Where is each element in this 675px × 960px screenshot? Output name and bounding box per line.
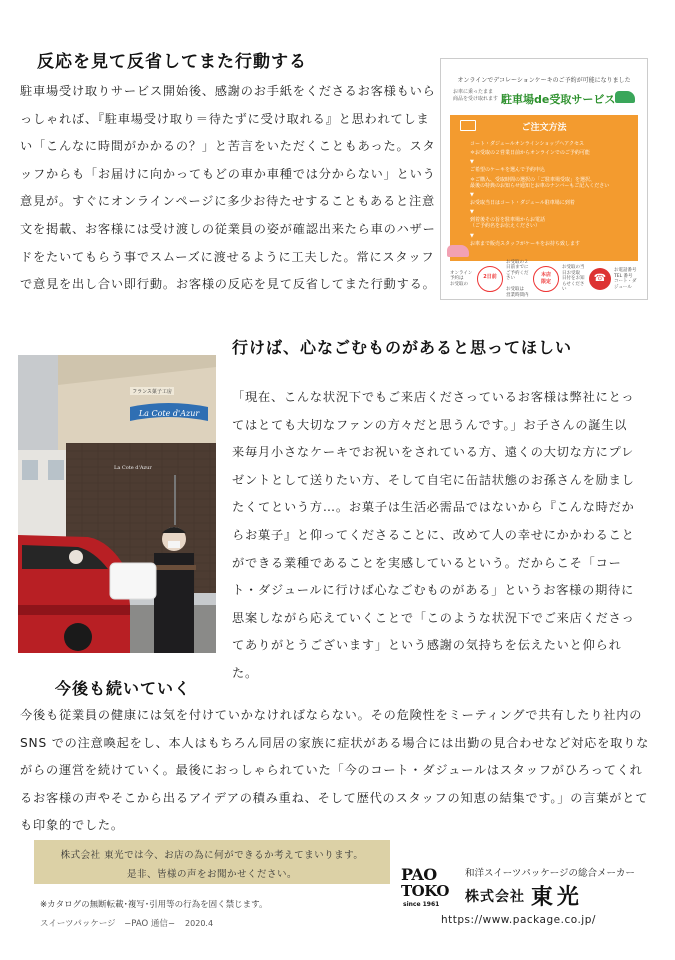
section2-paragraph: 「現在、こんな状況下でもご来店くださっているお客様は弊社にとってはとても大切なファンの方々だと思うんです。」お子さんの誕生以来毎月小さなケーキでお祝いをされている方、遠くの大切な方にプレゼントとして送りたい方、そして自宅に缶詰状態のお孫さんを励ましたくてという方…。お菓子は生活必需品ではないから『こんな時だからお菓子』と仰ってくださることに、改めて人の幸せにかかわることができる業種であることを実感しているという。だからこそ「コート・ダジュールに行けば心なごむものがある」というお客様の期待に思案しながら応えていくことで「このような状況下でご来店くださってありがとうございます」という感謝の気持ちを伝えたいと仰られた。	[232, 390, 635, 680]
footer-banner	[34, 840, 390, 884]
logo-toko: TOKO	[401, 882, 449, 900]
section1-heading: 反応を見て反省してまた行動する	[37, 52, 307, 72]
flyer-step: ご希望のケーキを選んで予約申込	[470, 167, 546, 174]
flyer-steps	[470, 141, 634, 250]
flyer-title: 駐車場de受取サービス	[501, 93, 616, 106]
arrow-down-icon: ▼	[470, 232, 474, 239]
flyer-top-text: オンラインでデコレーションケーキのご予約が可能になりました	[457, 77, 631, 84]
flyer-title-band	[449, 87, 639, 115]
flyer-order-panel	[450, 115, 638, 261]
photo-shop-sign: La Cote d'Azur	[138, 409, 200, 418]
banner-line2: 是非、皆様の声をお聞かせください。	[126, 869, 297, 880]
banner-line1: 株式会社 東光では今、お店の為に何ができるか考えてまいります。	[60, 850, 364, 861]
flyer-badge-store: 本店 限定	[533, 266, 559, 292]
flyer-step: お車まで販売スタッフがケーキをお持ち致します	[470, 240, 581, 247]
flyer-step-note: ＊ご購入、受取時間の選択の「ご駐車場受取」を選択、 最後の特典のお知らせ通知とお車のナンバーもご記入ください	[470, 176, 610, 189]
publication-name: スイーツパッケージ −PAO 通信−	[40, 919, 176, 929]
flyer-badge-2days: 2日前	[477, 266, 503, 292]
car-icon	[615, 91, 635, 103]
flyer-step-note: ＊お受取の２営業日前からオンラインでのご予約可能	[470, 150, 590, 157]
company-url-link[interactable]: https://www.package.co.jp/	[441, 914, 596, 926]
arrow-down-icon: ▼	[470, 209, 474, 216]
flyer-small-text: お車に乗ったまま 商品を受け取れます	[453, 89, 499, 102]
flyer-bottom-info	[450, 261, 638, 297]
flyer-step: お受取当日はコート・ダジュール駐車場に到着	[470, 200, 575, 207]
company-main-name: 東光	[530, 885, 583, 910]
storefront-photo	[18, 355, 216, 653]
company-tagline: 和洋スイーツパッケージの総合メーカー	[465, 868, 635, 879]
logo-since: since 1961	[403, 901, 440, 908]
logo-pao: PAO	[401, 865, 437, 884]
photo-small-sign: フランス菓子工房	[132, 389, 172, 395]
flyer-info-cell: オンライン予約は お受取の	[450, 270, 473, 287]
company-prefix: 株式会社	[465, 889, 525, 905]
company-name	[465, 880, 583, 911]
phone-icon: ☎	[589, 268, 611, 290]
section3-paragraph: 今後も従業員の健康には気を付けていかなければならない。その危険性をミーティングで共有したり社内の SNS での注意喚起をし、本人はもちろん同居の家族に症状がある場合には出勤の見合わせなど対応を取りながらの運営を続けていく。最後におっしゃられていた「今のコート・ダジュールはスタッフがひろってくれるお客様の声やそこから出るアイデアの積み重ね、そして歴代のスタッフの知恵の結集です。」の言葉がとても印象的でした。	[20, 708, 650, 833]
section1-paragraph: 駐車場受け取りサービス開始後、感謝のお手紙をくださるお客様もいらっしゃれば、『駐車場受け取り＝待たずに受け取れる』と思われてしまい「こんなに時間がかかるの？」と苦言をいただくこともあった。スタッフからも「お届けに向かってもどの車か車種では分からない」という意見が。すぐにオンラインページに多少お待たせすることもあると注意文を掲載、お客様には受け渡しの従業員の姿が確認出来たら車のハザードをたいてもらう事でスムーズに渡せるように工夫した。常にスタッフで意見を出し合い即行動。お客様の反応を見て反省してまた行動する。	[20, 84, 436, 292]
arrow-down-icon: ▼	[470, 192, 474, 199]
pink-car-icon	[447, 245, 469, 257]
arrow-down-icon: ▼	[470, 159, 474, 166]
flyer-step: 到着後その旨を駐車場からお電話 （ご予約名をお伝えください）	[470, 217, 546, 230]
publication-line	[40, 917, 213, 929]
flyer-info-cell: お受取の当日お受取 日付をお知らせください	[562, 265, 585, 293]
pao-toko-logo	[401, 865, 453, 911]
section2-heading: 行けば、心なごむものがあると思ってほしい	[232, 338, 573, 357]
flyer-info-cell: お受取の２日前までに ご予約ください お受取は 営業時間内	[506, 259, 529, 298]
flyer-step: コート・ダジュールオンラインショップへアクセス	[470, 141, 585, 147]
photo-wall-sign: La Cote d'Azur	[114, 465, 152, 471]
copyright-notice: ※カタログの無断転載･複写･引用等の行為を固く禁じます。	[40, 900, 268, 910]
flyer-order-title: ご注文方法	[521, 123, 567, 133]
publication-date: 2020.4	[185, 919, 214, 928]
section3-heading: 今後も続いていく	[55, 679, 192, 698]
service-flyer	[440, 58, 648, 300]
flyer-info-cell: お電話番号 TEL 番号 コート・ダジュール	[614, 268, 637, 290]
